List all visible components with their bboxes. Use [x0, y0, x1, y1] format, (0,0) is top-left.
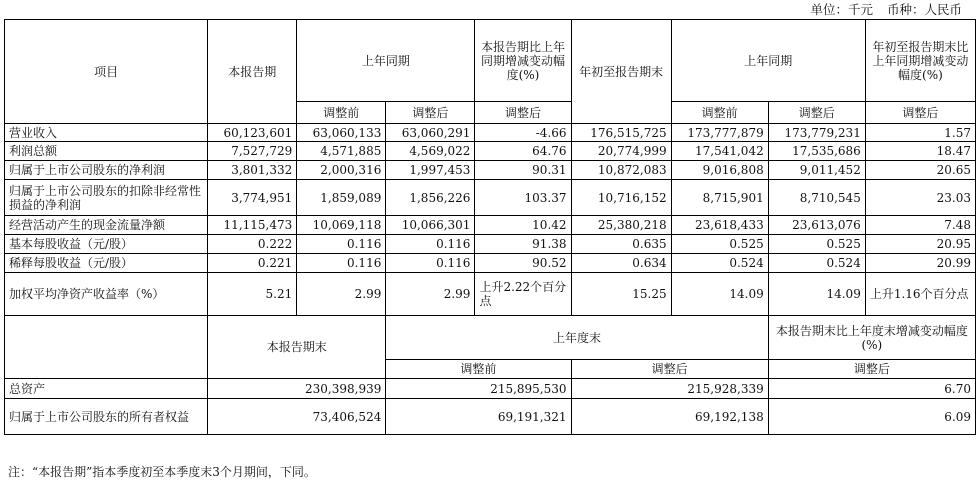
- subheader-after: 调整后: [386, 102, 475, 124]
- cell-ytd-prev-before: 14.09: [671, 273, 768, 316]
- cell-prev-before: 2.99: [297, 273, 386, 316]
- cell-change: 64.76: [475, 142, 571, 161]
- cell-ytd: 20,774,999: [571, 142, 671, 161]
- balance-header-blank: [5, 316, 208, 379]
- balance-header-period-end: 本报告期末: [208, 316, 386, 379]
- cell-ytd-prev-before: 9,016,808: [671, 161, 768, 180]
- header-current-period: 本报告期: [208, 20, 297, 124]
- header-ytd: 年初至报告期末: [571, 20, 671, 124]
- cell-prev-after: 0.116: [386, 235, 475, 254]
- table-row: [5, 216, 976, 235]
- subheader-ytd-after: 调整后: [768, 102, 865, 124]
- cell-current: 3,774,951: [208, 180, 297, 216]
- cell-ytd-prev-after: 173,779,231: [768, 124, 865, 142]
- table-row: [5, 273, 976, 316]
- cell-last-year-before: 215,895,530: [386, 379, 571, 399]
- cell-prev-before: 0.116: [297, 235, 386, 254]
- cell-ytd-prev-after: 0.524: [768, 254, 865, 273]
- cell-prev-after: 4,569,022: [386, 142, 475, 161]
- table-row: [5, 235, 976, 254]
- balance-subheader-before: 调整前: [386, 360, 571, 379]
- cell-ytd-prev-before: 0.524: [671, 254, 768, 273]
- table-row: [5, 180, 976, 216]
- header-change-ytd: 年初至报告期末比上年同期增减变动幅度(%): [865, 20, 975, 102]
- balance-header-row: [5, 316, 976, 360]
- table-row: [5, 379, 976, 399]
- cell-ytd-change: 1.57: [865, 124, 975, 142]
- cell-prev-before: 2,000,316: [297, 161, 386, 180]
- cell-last-year-after: 215,928,339: [571, 379, 768, 399]
- cell-prev-before: 0.116: [297, 254, 386, 273]
- subheader-ytd-change-after: 调整后: [865, 102, 975, 124]
- cell-last-year-before: 69,191,321: [386, 399, 571, 435]
- subheader-change-after: 调整后: [475, 102, 571, 124]
- unit-line: [800, 2, 962, 18]
- cell-ytd: 0.634: [571, 254, 671, 273]
- cell-ytd-prev-before: 17,541,042: [671, 142, 768, 161]
- cell-ytd-change: 20.65: [865, 161, 975, 180]
- cell-change: 90.52: [475, 254, 571, 273]
- cell-balance-change: 6.09: [768, 399, 975, 435]
- table-row: [5, 161, 976, 180]
- cell-current: 60,123,601: [208, 124, 297, 142]
- table-row: [5, 142, 976, 161]
- cell-ytd-prev-after: 17,535,686: [768, 142, 865, 161]
- cell-change: 103.37: [475, 180, 571, 216]
- balance-subheader-after: 调整后: [571, 360, 768, 379]
- cell-ytd-prev-after: 8,710,545: [768, 180, 865, 216]
- balance-header-change: 本报告期末比上年度末增减变动幅度(%): [768, 316, 975, 360]
- cell-ytd-change: 7.48: [865, 216, 975, 235]
- cell-ytd-change: 上升1.16个百分点: [865, 273, 975, 316]
- cell-current: 11,115,473: [208, 216, 297, 235]
- header-same-period-last-year: 上年同期: [297, 20, 475, 102]
- cell-ytd: 25,380,218: [571, 216, 671, 235]
- cell-period-end: 73,406,524: [208, 399, 386, 435]
- cell-balance-change: 6.70: [768, 379, 975, 399]
- header-change-current: 本报告期比上年同期增减变动幅度(%): [475, 20, 571, 102]
- cell-ytd: 176,515,725: [571, 124, 671, 142]
- balance-header-last-year-end: 上年度末: [386, 316, 768, 360]
- cell-ytd-change: 20.95: [865, 235, 975, 254]
- cell-ytd-prev-after: 14.09: [768, 273, 865, 316]
- cell-period-end: 230,398,939: [208, 379, 386, 399]
- cell-ytd-prev-after: 9,011,452: [768, 161, 865, 180]
- cell-ytd-prev-before: 23,618,433: [671, 216, 768, 235]
- row-label: 营业收入: [5, 124, 208, 142]
- cell-ytd-prev-after: 0.525: [768, 235, 865, 254]
- cell-current: 3,801,332: [208, 161, 297, 180]
- cell-prev-before: 63,060,133: [297, 124, 386, 142]
- unit-label: 单位：千元: [810, 2, 873, 17]
- row-label: 经营活动产生的现金流量净额: [5, 216, 208, 235]
- cell-ytd: 10,716,152: [571, 180, 671, 216]
- cell-ytd-prev-before: 8,715,901: [671, 180, 768, 216]
- table-row: [5, 254, 976, 273]
- cell-ytd-change: 23.03: [865, 180, 975, 216]
- row-label: 总资产: [5, 379, 208, 399]
- cell-current: 0.221: [208, 254, 297, 273]
- cell-prev-after: 2.99: [386, 273, 475, 316]
- cell-ytd-change: 18.47: [865, 142, 975, 161]
- row-label: 归属于上市公司股东的扣除非经常性损益的净利润: [5, 180, 208, 216]
- row-label: 归属于上市公司股东的所有者权益: [5, 399, 208, 435]
- cell-prev-after: 63,060,291: [386, 124, 475, 142]
- row-label: 基本每股收益（元/股）: [5, 235, 208, 254]
- subheader-ytd-before: 调整前: [671, 102, 768, 124]
- cell-prev-before: 1,859,089: [297, 180, 386, 216]
- cell-ytd: 0.635: [571, 235, 671, 254]
- cell-last-year-after: 69,192,138: [571, 399, 768, 435]
- header-same-period-last-year-ytd: 上年同期: [671, 20, 865, 102]
- footnote: 注：“本报告期”指本季度初至本季度末3个月期间，下同。: [8, 465, 316, 479]
- header-item: 项目: [5, 20, 208, 124]
- cell-prev-after: 1,856,226: [386, 180, 475, 216]
- cell-ytd-change: 20.99: [865, 254, 975, 273]
- cell-ytd: 10,872,083: [571, 161, 671, 180]
- cell-prev-before: 4,571,885: [297, 142, 386, 161]
- cell-prev-before: 10,069,118: [297, 216, 386, 235]
- row-label: 归属于上市公司股东的净利润: [5, 161, 208, 180]
- cell-ytd-prev-before: 173,777,879: [671, 124, 768, 142]
- cell-prev-after: 0.116: [386, 254, 475, 273]
- row-label: 利润总额: [5, 142, 208, 161]
- cell-ytd: 15.25: [571, 273, 671, 316]
- cell-current: 7,527,729: [208, 142, 297, 161]
- row-label: 加权平均净资产收益率（%）: [5, 273, 208, 316]
- row-label: 稀释每股收益（元/股）: [5, 254, 208, 273]
- balance-subheader-change-after: 调整后: [768, 360, 975, 379]
- cell-ytd-prev-after: 23,613,076: [768, 216, 865, 235]
- cell-change: 上升2.22个百分点: [475, 273, 571, 316]
- cell-change: -4.66: [475, 124, 571, 142]
- financial-data-table: [4, 19, 976, 435]
- cell-ytd-prev-before: 0.525: [671, 235, 768, 254]
- cell-change: 10.42: [475, 216, 571, 235]
- subheader-before: 调整前: [297, 102, 386, 124]
- cell-prev-after: 10,066,301: [386, 216, 475, 235]
- cell-prev-after: 1,997,453: [386, 161, 475, 180]
- currency-label: 币种：人民币: [886, 2, 962, 17]
- cell-current: 5.21: [208, 273, 297, 316]
- table-row: [5, 124, 976, 142]
- cell-change: 90.31: [475, 161, 571, 180]
- table-row: [5, 399, 976, 435]
- cell-change: 91.38: [475, 235, 571, 254]
- header-row: [5, 20, 976, 102]
- cell-current: 0.222: [208, 235, 297, 254]
